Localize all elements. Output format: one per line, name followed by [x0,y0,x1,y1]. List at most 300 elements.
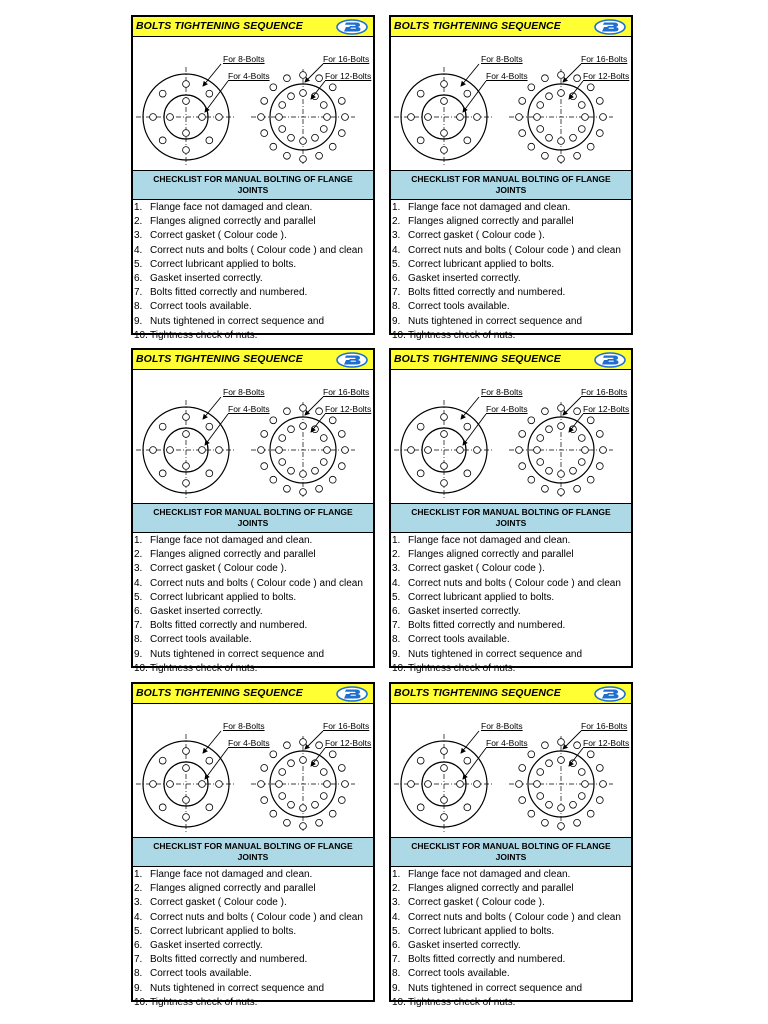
checklist-item [392,939,632,953]
label-12-bolts: For 12-Bolts [325,404,372,414]
checklist-item [134,953,374,967]
bolt-hole [300,138,307,145]
bolt-hole [587,810,594,817]
checklist [134,868,374,1010]
checklist-item-number: 10. [392,329,406,341]
bolt-hole [312,801,319,808]
bolt-hole [284,75,291,82]
checklist-item [134,911,374,925]
checklist-item-text: Flanges aligned correctly and parallel [150,549,316,561]
checklist-item [392,967,632,981]
bolt-hole [159,423,166,430]
bolt-hole [570,134,577,141]
bolt-hole [417,90,424,97]
checklist-item-text: Nuts tightened in correct sequence and [150,315,324,327]
bolt-card [389,348,633,674]
bolt-hole [542,819,549,826]
bolt-hole [159,757,166,764]
bolt-hole [279,769,286,776]
bolt-hole [279,793,286,800]
checklist-item-number: 2. [134,216,143,228]
checklist-item [134,534,374,548]
bolt-hole [519,463,526,470]
bolt-hole [534,114,541,121]
checklist-item-number: 4. [134,911,143,923]
bolt-hole [596,797,603,804]
bolt-hole [150,114,157,121]
checklist-item [392,329,632,343]
bolt-hole [528,417,535,424]
bolt-hole [578,102,585,109]
checklist-item-number: 8. [392,301,401,313]
checklist-item-text: Correct nuts and bolts ( Colour code ) and clean [408,244,621,256]
bolt-hole [558,405,565,412]
checklist-item-number: 7. [134,620,143,632]
bolt-hole [474,447,481,454]
checklist-item-number: 2. [134,549,143,561]
bolt-hole [300,423,307,430]
checklist-item-number: 9. [134,648,143,660]
bolt-hole [546,426,553,433]
checklist-item [392,619,632,633]
card-title: BOLTS TIGHTENING SEQUENCE [136,687,303,699]
bolt-hole [417,470,424,477]
bolt-hole [183,480,190,487]
checklist-header [391,503,631,533]
bolt-hole [464,90,471,97]
checklist-item-text: Correct nuts and bolts ( Colour code ) and clean [150,244,363,256]
bolt-hole [441,130,448,137]
bolt-hole [519,130,526,137]
diagram-area [133,704,373,837]
checklist-item [134,258,374,272]
bolt-hole [441,480,448,487]
bolt-hole [270,143,277,150]
checklist-item-number: 3. [392,897,401,909]
company-logo-icon [336,686,368,702]
bolt-hole [558,156,565,163]
card-header [133,684,373,704]
bolt-hole [425,447,432,454]
diagram-area [133,370,373,503]
bolt-hole [519,797,526,804]
checklist-item [134,967,374,981]
checklist-item-number: 2. [134,883,143,895]
checklist-item-number: 10. [134,996,148,1008]
checklist-title: CHECKLIST FOR MANUAL BOLTING OF FLANGE JOINTS [411,174,611,195]
bolt-hole [558,90,565,97]
checklist-item-number: 4. [134,577,143,589]
bolt-hole [270,810,277,817]
bolt-hole [284,485,291,492]
bolt-hole [537,459,544,466]
label-4-bolts: For 4-Bolts [228,738,270,748]
bolt-hole [276,447,283,454]
checklist-item-number: 3. [134,563,143,575]
bolt-hole [558,823,565,830]
checklist-item-text: Correct nuts and bolts ( Colour code ) and clean [150,911,363,923]
bolt-hole [279,435,286,442]
checklist-item-number: 5. [134,258,143,270]
checklist-item [134,229,374,243]
bolt-hole [519,431,526,438]
bolt-hole [183,463,190,470]
label-16-bolts: For 16-Bolts [581,387,628,397]
label-8-bolts: For 8-Bolts [481,721,523,731]
checklist-item-number: 1. [392,535,401,546]
bolt-hole [261,797,268,804]
bolt-hole [276,114,283,121]
checklist-item [392,982,632,996]
label-12-bolts: For 12-Bolts [583,738,630,748]
checklist-item-text: Correct gasket ( Colour code ). [408,897,545,909]
checklist-item [134,201,374,215]
bolt-hole [342,781,349,788]
checklist-item-text: Correct lubricant applied to bolts. [408,591,555,603]
bolt-hole [558,757,565,764]
checklist-item [392,996,632,1010]
checklist-header [133,837,373,867]
checklist-item [392,272,632,286]
bolt-hole [519,98,526,105]
checklist-item [134,996,374,1010]
bolt-hole [528,751,535,758]
bolt-hole [216,447,223,454]
checklist-item-number: 8. [392,968,401,980]
checklist-item-text: Correct gasket ( Colour code ). [408,563,545,575]
checklist-item-text: Correct nuts and bolts ( Colour code ) and clean [150,577,363,589]
bolt-hole [338,797,345,804]
checklist-item-text: Gasket inserted correctly. [408,940,521,952]
bolt-hole [582,781,589,788]
label-4-bolts: For 4-Bolts [228,404,270,414]
bolt-hole [537,102,544,109]
checklist-item-text: Correct gasket ( Colour code ). [150,897,287,909]
diagram-area [391,370,631,503]
card-header [391,17,631,37]
bolt-hole [578,459,585,466]
card-title: BOLTS TIGHTENING SEQUENCE [394,687,561,699]
bolt-hole [316,742,323,749]
bolt-hole [206,757,213,764]
bolt-hole [457,447,464,454]
bolt-hole [516,114,523,121]
bolt-hole [261,98,268,105]
bolt-hole [474,781,481,788]
checklist [134,534,374,676]
checklist-item-text: Correct lubricant applied to bolts. [408,925,555,937]
checklist-item-text: Correct lubricant applied to bolts. [150,258,297,270]
bolt-hole [183,765,190,772]
checklist-title: CHECKLIST FOR MANUAL BOLTING OF FLANGE JOINTS [411,507,611,528]
bolt-hole [596,130,603,137]
checklist-item [392,633,632,647]
bolt-hole [441,431,448,438]
checklist-item [134,882,374,896]
bolt-hole [183,130,190,137]
bolt-hole [542,408,549,415]
bolt-hole [408,447,415,454]
checklist-item-text: Bolts fitted correctly and numbered. [408,954,566,966]
checklist-item [134,244,374,258]
bolt-hole [338,98,345,105]
bolt-hole [167,781,174,788]
bolt-hole [288,426,295,433]
label-12-bolts: For 12-Bolts [325,738,372,748]
bolt-hole [417,423,424,430]
bolt-hole [270,417,277,424]
bolt-hole [300,757,307,764]
bolt-hole [441,98,448,105]
bolt-hole [558,805,565,812]
label-8-bolts: For 8-Bolts [223,54,265,64]
checklist-item-number: 3. [392,563,401,575]
bolt-hole [316,408,323,415]
label-8-bolts: For 8-Bolts [481,54,523,64]
bolt-hole [312,134,319,141]
bolt-hole [183,814,190,821]
bolt-hole [558,489,565,496]
checklist-item-number: 6. [134,273,143,285]
checklist-item-number: 3. [134,897,143,909]
bolt-hole [206,423,213,430]
checklist-item [392,201,632,215]
checklist-item-number: 4. [392,911,401,923]
bolt-hole [558,72,565,79]
checklist-item-text: Correct nuts and bolts ( Colour code ) and clean [408,577,621,589]
bolt-hole [324,781,331,788]
bolt-hole [279,459,286,466]
bolt-hole [320,102,327,109]
checklist-item [392,548,632,562]
bolt-hole [464,757,471,764]
checklist-item-text: Bolts fitted correctly and numbered. [408,620,566,632]
checklist-item-number: 5. [392,925,401,937]
label-4-bolts: For 4-Bolts [486,71,528,81]
checklist-item-number: 8. [134,968,143,980]
bolt-hole [574,152,581,159]
checklist-item-text: Tightness check of nuts. [408,329,516,341]
bolt-hole [587,143,594,150]
checklist-item [392,315,632,329]
bolt-hole [183,147,190,154]
checklist-item-text: Flange face not damaged and clean. [408,535,571,546]
bolt-hole [300,805,307,812]
checklist-item-text: Nuts tightened in correct sequence and [150,648,324,660]
checklist-item-text: Flange face not damaged and clean. [408,202,571,213]
checklist-item [392,258,632,272]
bolt-hole [578,126,585,133]
bolt-hole [464,137,471,144]
bolt-hole [206,90,213,97]
checklist [392,534,632,676]
checklist-item-number: 10. [134,662,148,674]
bolt-hole [600,447,607,454]
bolt-hole [596,765,603,772]
bolt-hole [300,156,307,163]
checklist-item-number: 5. [134,591,143,603]
checklist-item-number: 7. [392,620,401,632]
checklist-item-text: Correct gasket ( Colour code ). [150,230,287,242]
checklist-item [134,605,374,619]
bolt-hole [258,114,265,121]
bolt-hole [320,435,327,442]
checklist-item [392,605,632,619]
bolt-hole [329,751,336,758]
checklist-item-text: Gasket inserted correctly. [150,940,263,952]
checklist-item-number: 4. [392,244,401,256]
label-8-bolts: For 8-Bolts [223,387,265,397]
bolt-hole [338,463,345,470]
checklist-item-number: 1. [134,535,143,546]
checklist-item-number: 7. [134,954,143,966]
bolt-hole [408,114,415,121]
checklist-item [134,939,374,953]
bolt-hole [441,797,448,804]
bolt-hole [150,781,157,788]
label-16-bolts: For 16-Bolts [581,54,628,64]
bolt-hole [159,90,166,97]
bolt-hole [258,447,265,454]
checklist-item-number: 8. [134,301,143,313]
bolt-hole [587,417,594,424]
label-12-bolts: For 12-Bolts [325,71,372,81]
checklist-item [134,548,374,562]
bolt-hole [558,423,565,430]
bolt-hole [167,114,174,121]
checklist-item-text: Flange face not damaged and clean. [150,202,313,213]
card-title: BOLTS TIGHTENING SEQUENCE [136,20,303,32]
bolt-hole [558,138,565,145]
checklist-item [392,662,632,676]
company-logo-icon [594,352,626,368]
checklist-item-text: Flanges aligned correctly and parallel [150,216,316,228]
bolt-hole [183,98,190,105]
checklist-item [392,215,632,229]
bolt-hole [417,757,424,764]
checklist-item [134,896,374,910]
checklist-item [392,577,632,591]
checklist-item-text: Tightness check of nuts. [408,996,516,1008]
checklist-title: CHECKLIST FOR MANUAL BOLTING OF FLANGE JOINTS [153,841,353,862]
checklist-item-number: 6. [392,940,401,952]
checklist-item-text: Bolts fitted correctly and numbered. [150,620,308,632]
bolt-hole [300,489,307,496]
bolt-hole [546,760,553,767]
checklist-item-number: 4. [392,577,401,589]
bolt-hole [519,765,526,772]
bolt-hole [546,134,553,141]
checklist-item-text: Bolts fitted correctly and numbered. [150,287,308,299]
checklist-item-number: 8. [392,634,401,646]
bolt-hole [546,467,553,474]
bolt-hole [537,126,544,133]
bolt-hole [183,81,190,88]
checklist-item-text: Gasket inserted correctly. [150,606,263,618]
bolt-hole [258,781,265,788]
checklist-item-number: 2. [392,549,401,561]
checklist-item-text: Nuts tightened in correct sequence and [408,982,582,994]
checklist-item [134,272,374,286]
bolt-hole [159,804,166,811]
checklist-item-text: Tightness check of nuts. [150,996,258,1008]
checklist-item [392,300,632,314]
checklist-item [134,925,374,939]
label-16-bolts: For 16-Bolts [581,721,628,731]
checklist-item [392,534,632,548]
checklist-item-text: Correct lubricant applied to bolts. [150,925,297,937]
checklist-item [392,925,632,939]
bolt-hole [329,476,336,483]
bolt-hole [288,801,295,808]
checklist-item-text: Correct nuts and bolts ( Colour code ) and clean [408,911,621,923]
checklist-item-text: Bolts fitted correctly and numbered. [408,287,566,299]
bolt-hole [316,819,323,826]
bolt-hole [284,408,291,415]
checklist-item-text: Correct tools available. [408,968,510,980]
checklist-item-number: 9. [392,982,401,994]
checklist-item [134,215,374,229]
bolt-hole [542,152,549,159]
checklist-item-text: Flanges aligned correctly and parallel [408,883,574,895]
checklist-item-number: 3. [392,230,401,242]
checklist-item [134,577,374,591]
bolt-hole [587,84,594,91]
bolt-hole [270,84,277,91]
checklist-item-number: 7. [392,954,401,966]
bolt-hole [528,84,535,91]
checklist-item-number: 1. [134,202,143,213]
checklist-item-text: Gasket inserted correctly. [408,273,521,285]
checklist-item [134,648,374,662]
bolt-hole [516,781,523,788]
bolt-hole [300,471,307,478]
checklist-item-text: Tightness check of nuts. [408,662,516,674]
company-logo-icon [336,352,368,368]
bolt-hole [329,143,336,150]
checklist-item-text: Gasket inserted correctly. [150,273,263,285]
bolt-card [389,682,633,1008]
bolt-hole [316,152,323,159]
company-logo-icon [594,19,626,35]
bolt-hole [582,447,589,454]
label-4-bolts: For 4-Bolts [486,738,528,748]
card-title: BOLTS TIGHTENING SEQUENCE [394,353,561,365]
checklist-item-text: Nuts tightened in correct sequence and [408,315,582,327]
checklist-header [133,170,373,200]
checklist-item [134,315,374,329]
bolt-hole [596,98,603,105]
checklist-item [134,662,374,676]
checklist-item [392,648,632,662]
checklist-item-text: Flange face not damaged and clean. [150,535,313,546]
diagram-area [133,37,373,170]
bolt-hole [582,114,589,121]
checklist-item [392,911,632,925]
checklist-item-number: 9. [134,982,143,994]
bolt-hole [457,114,464,121]
bolt-hole [199,447,206,454]
checklist-item [392,882,632,896]
bolt-hole [183,431,190,438]
bolt-hole [159,470,166,477]
bolt-hole [534,447,541,454]
bolt-hole [216,781,223,788]
bolt-hole [528,476,535,483]
bolt-hole [199,114,206,121]
bolt-hole [284,819,291,826]
checklist-item [134,300,374,314]
